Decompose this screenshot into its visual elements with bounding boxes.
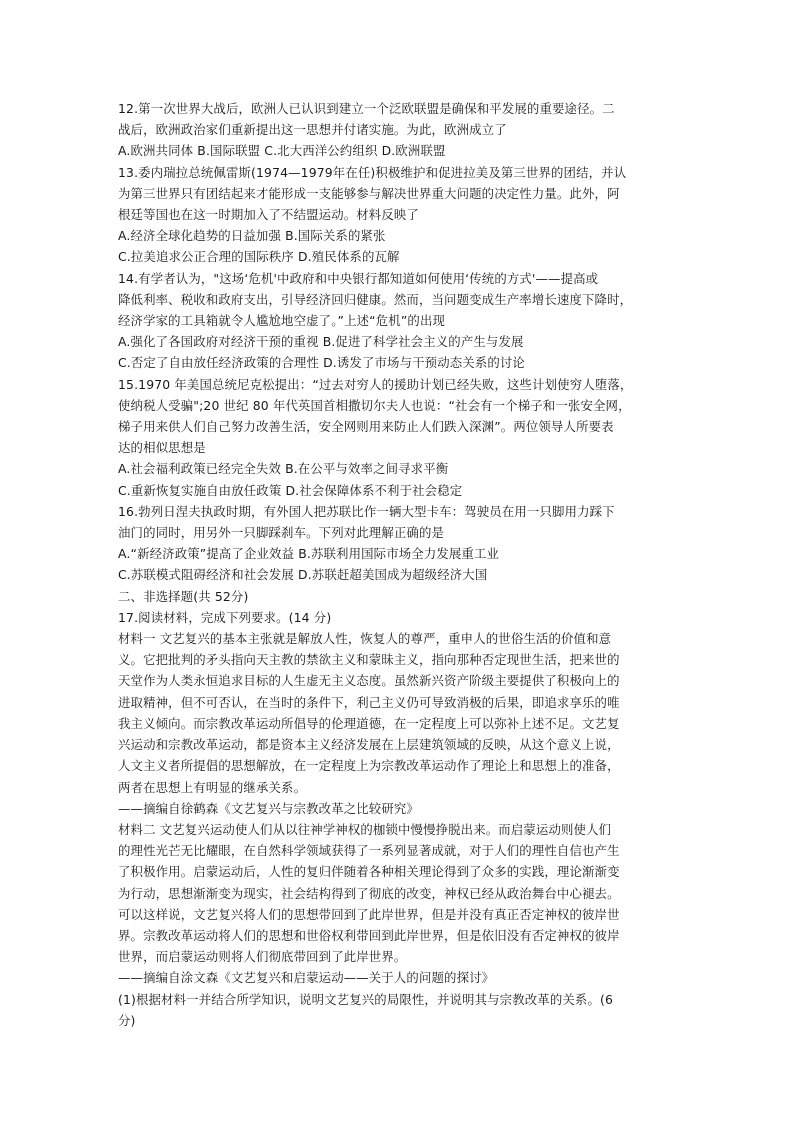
material1-line5: 我主义倾向。而宗教改革运动所倡导的伦理道德，在一定程度上可以弥补上述不足。文艺复 bbox=[118, 715, 620, 731]
exam-page bbox=[118, 98, 680, 1031]
q15-stem-line4: 达的相似思想是 bbox=[118, 440, 206, 456]
material1-citation: ——摘编自徐鹤森《文艺复兴与宗教改革之比较研究》 bbox=[118, 800, 419, 816]
q15-options-cd: C.重新恢复实施自由放任政策 D.社会保障体系不利于社会稳定 bbox=[118, 482, 463, 498]
q14-stem-line3: 经济学家的工具箱就令人尴尬地空虚了。”上述“危机”的出现 bbox=[118, 313, 446, 329]
q16-options-ab: A.“新经济政策”提高了企业效益 B.苏联利用国际市场全力发展重工业 bbox=[118, 546, 500, 562]
material1-line1: 材料一 文艺复兴的基本主张就是解放人性，恢复人的尊严，重申人的世俗生活的价值和意 bbox=[118, 631, 612, 647]
material2-line5: 可以这样说，文艺复兴将人们的思想带回到了此岸世界，但是并没有真正否定神权的彼岸世 bbox=[118, 906, 620, 922]
material2-line6: 界。宗教改革运动将人们的思想和世俗权利带回到此岸世界，但是依旧没有否定神权的彼岸 bbox=[118, 927, 620, 943]
q16-stem-line2: 油门的同时，用另外一只脚踩刹车。下列对此理解正确的是 bbox=[118, 525, 445, 541]
q17-sub1-line2: 分) bbox=[118, 1012, 136, 1028]
material1-line3: 天堂作为人类永恒追求目标的人生虚无主义态度。虽然新兴资产阶级主要提供了积极向上的 bbox=[118, 673, 620, 689]
material2-citation: ——摘编自涂文森《文艺复兴和启蒙运动——关于人的问题的探讨》 bbox=[118, 970, 495, 986]
q15-stem-line1: 15.1970 年美国总统尼克松提出：“过去对穷人的援助计划已经失败，这些计划使穷人堕落， bbox=[118, 376, 633, 392]
material2-line1: 材料二 文艺复兴运动使人们从以往神学神权的枷锁中慢慢挣脱出来。而启蒙运动则使人们 bbox=[118, 821, 612, 837]
material2-line2: 的理性光芒无比耀眼，在自然科学领域获得了一系列显著成就，对于人们的理性自信也产生 bbox=[118, 843, 620, 859]
q17-stem: 17.阅读材料，完成下列要求。(14 分) bbox=[118, 609, 332, 625]
q14-stem-line1: 14.有学者认为，"这场‘危机'中政府和中央银行都知道如何使用‘传统的方式'——提高或 bbox=[118, 270, 599, 286]
material1-line2: 义。它把批判的矛头指向天主教的禁欲主义和蒙昧主义，指向那种否定现世生活，把来世的 bbox=[118, 652, 620, 668]
material1-line7: 人文主义者所提倡的思想解放，在一定程度上为宗教改革运动作了理论上和思想上的准备， bbox=[118, 758, 620, 774]
material2-line3: 了积极作用。启蒙运动后，人性的复归伴随着各种相关理论得到了众多的实践，理论渐渐变 bbox=[118, 864, 620, 880]
section-heading: 二、非选择题(共 52分) bbox=[118, 588, 249, 604]
material1-line6: 兴运动和宗教改革运动，都是资本主义经济发展在上层建筑领域的反映，从这个意义上说， bbox=[118, 737, 620, 753]
q15-stem-line2: 使纳税人受骗";20 世纪 80 年代英国首相撒切尔夫人也说：“社会有一个梯子和一张安全网， bbox=[118, 397, 631, 413]
q15-options-ab: A.社会福利政策已经完全失效 B.在公平与效率之间寻求平衡 bbox=[118, 461, 449, 477]
q15-stem-line3: 梯子用来供人们自己努力改善生活，安全网则用来防止人们跌入深渊”。两位领导人所要表 bbox=[118, 419, 614, 435]
q12-stem-line1: 12.第一次世界大战后，欧洲人已认识到建立一个泛欧联盟是确保和平发展的重要途径。二 bbox=[118, 101, 615, 116]
material1-line4: 进取精神，但不可否认，在当时的条件下，利己主义仍可导致消极的后果，即追求享乐的唯 bbox=[118, 694, 620, 710]
q12-options: A.欧洲共同体 B.国际联盟 C.北大西洋公约组织 D.欧洲联盟 bbox=[118, 143, 446, 159]
q16-options-cd: C.苏联模式阻碍经济和社会发展 D.苏联赶超美国成为超级经济大国 bbox=[118, 567, 488, 583]
q17-sub1-line1: (1)根据材料一并结合所学知识，说明文艺复兴的局限性，并说明其与宗教改革的关系。(6 bbox=[118, 991, 614, 1007]
q13-options-cd: C.拉美追求公正合理的国际秩序 D.殖民体系的瓦解 bbox=[118, 249, 400, 265]
q14-stem-line2: 降低利率、税收和政府支出，引导经济回归健康。然而，当问题变成生产率增长速度下降时， bbox=[118, 291, 633, 307]
material2-line4: 为行动，思想渐渐变为现实，社会结构得到了彻底的改变，神权已经从政治舞台中心褪去。 bbox=[118, 885, 620, 901]
q16-stem-line1: 16.勃列日涅夫执政时期，有外国人把苏联比作一辆大型卡车：驾驶员在用一只脚用力踩下 bbox=[118, 503, 615, 519]
q13-stem-line1: 13.委内瑞拉总统佩雷斯(1974—1979年在任)积极维护和促进拉美及第三世界的团结，并认 bbox=[118, 164, 627, 180]
q13-stem-line2: 为第三世界只有团结起来才能形成一支能够参与解决世界重大问题的决定性力量。此外，阿 bbox=[118, 185, 620, 201]
q14-options-ab: A.强化了各国政府对经济干预的重视 B.促进了科学社会主义的产生与发展 bbox=[118, 334, 524, 350]
q13-stem-line3: 根廷等国也在这一时期加入了不结盟运动。材料反映了 bbox=[118, 207, 419, 223]
material2-line7: 世界，而启蒙运动则将人们彻底带回到了此岸世界。 bbox=[118, 949, 407, 965]
q14-options-cd: C.否定了自由放任经济政策的合理性 D.诱发了市场与干预动态关系的讨论 bbox=[118, 355, 525, 371]
q12-stem-line2: 战后，欧洲政治家们重新提出这一思想并付诸实施。为此，欧洲成立了 bbox=[118, 122, 507, 138]
q13-options-ab: A.经济全球化趋势的日益加强 B.国际关系的紧张 bbox=[118, 228, 386, 244]
material1-line8: 两者在思想上有明显的继承关系。 bbox=[118, 779, 307, 795]
